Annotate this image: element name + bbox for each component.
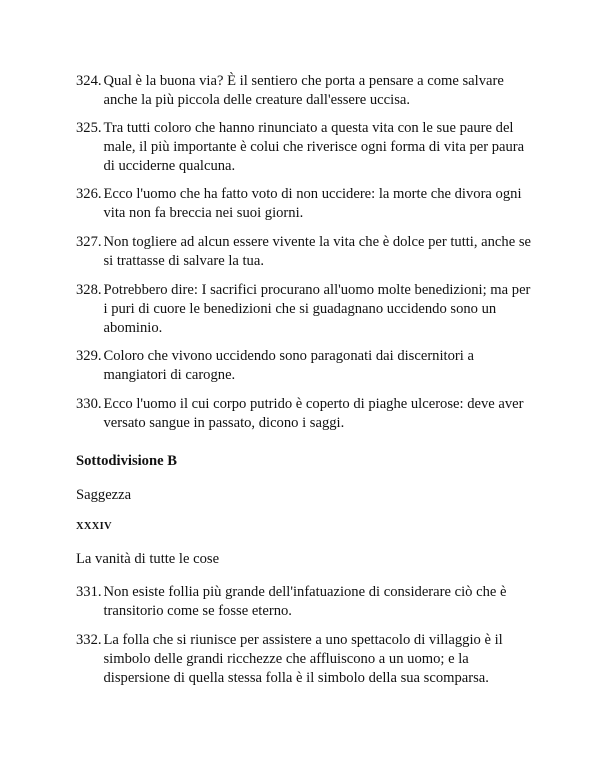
verse-text: Non togliere ad alcun essere vivente la vita che è dolce per tutti, anche se si trattasse di salvare la tua.	[103, 234, 531, 269]
chapter-numeral: XXXIV	[76, 521, 112, 532]
chapter-title: La vanità di tutte le cose	[76, 551, 220, 567]
verse-text: Tra tutti coloro che hanno rinunciato a questa vita con le sue paure del male, il più importante è colui che riverisce ogni forma di vita per paura di ucciderne qualcuna.	[103, 120, 525, 174]
verse-text: La folla che si riunisce per assistere a uno spettacolo di villaggio è il simbolo delle grandi ricchezze che affluiscono a un uomo; e la dispersione di quella stessa folla è il simbolo della sua scomparsa.	[103, 632, 503, 686]
verse-text: Potrebbero dire: I sacrifici procurano all'uomo molte benedizioni; ma per i puri di cuore le benedizioni che si guadagnano uccidendo sono un abominio.	[103, 282, 531, 336]
verse-text: Ecco l'uomo che ha fatto voto di non uccidere: la morte che divora ogni vita non fa breccia nei suoi giorni.	[103, 186, 522, 221]
verse-327	[76, 233, 536, 271]
verse-324	[76, 72, 536, 110]
verse-number: 326.	[76, 186, 102, 202]
verse-332	[76, 631, 536, 688]
verse-330	[76, 395, 536, 433]
subdivision-subtitle: Saggezza	[76, 487, 132, 503]
verse-number: 330.	[76, 396, 102, 412]
verse-text: Coloro che vivono uccidendo sono paragonati dai discernitori a mangiatori di carogne.	[103, 348, 474, 383]
verse-331	[76, 583, 536, 621]
verse-number: 327.	[76, 234, 102, 250]
verse-325	[76, 119, 536, 176]
verse-number: 325.	[76, 120, 102, 136]
verse-text: Non esiste follia più grande dell'infatuazione di considerare ciò che è transitorio come se fosse eterno.	[103, 584, 507, 619]
subdivision-title: Sottodivisione B	[76, 453, 177, 469]
verse-329	[76, 347, 536, 385]
verse-text: Qual è la buona via? È il sentiero che porta a pensare a come salvare anche la più piccola delle creature dall'essere uccisa.	[103, 73, 504, 108]
verse-number: 324.	[76, 73, 102, 89]
verse-328	[76, 281, 536, 338]
verse-number: 329.	[76, 348, 102, 364]
verse-text: Ecco l'uomo il cui corpo putrido è coperto di piaghe ulcerose: deve aver versato sangue in passato, dicono i saggi.	[103, 396, 524, 431]
verse-326	[76, 185, 536, 223]
verse-number: 331.	[76, 584, 102, 600]
verse-number: 332.	[76, 632, 102, 648]
verse-number: 328.	[76, 282, 102, 298]
